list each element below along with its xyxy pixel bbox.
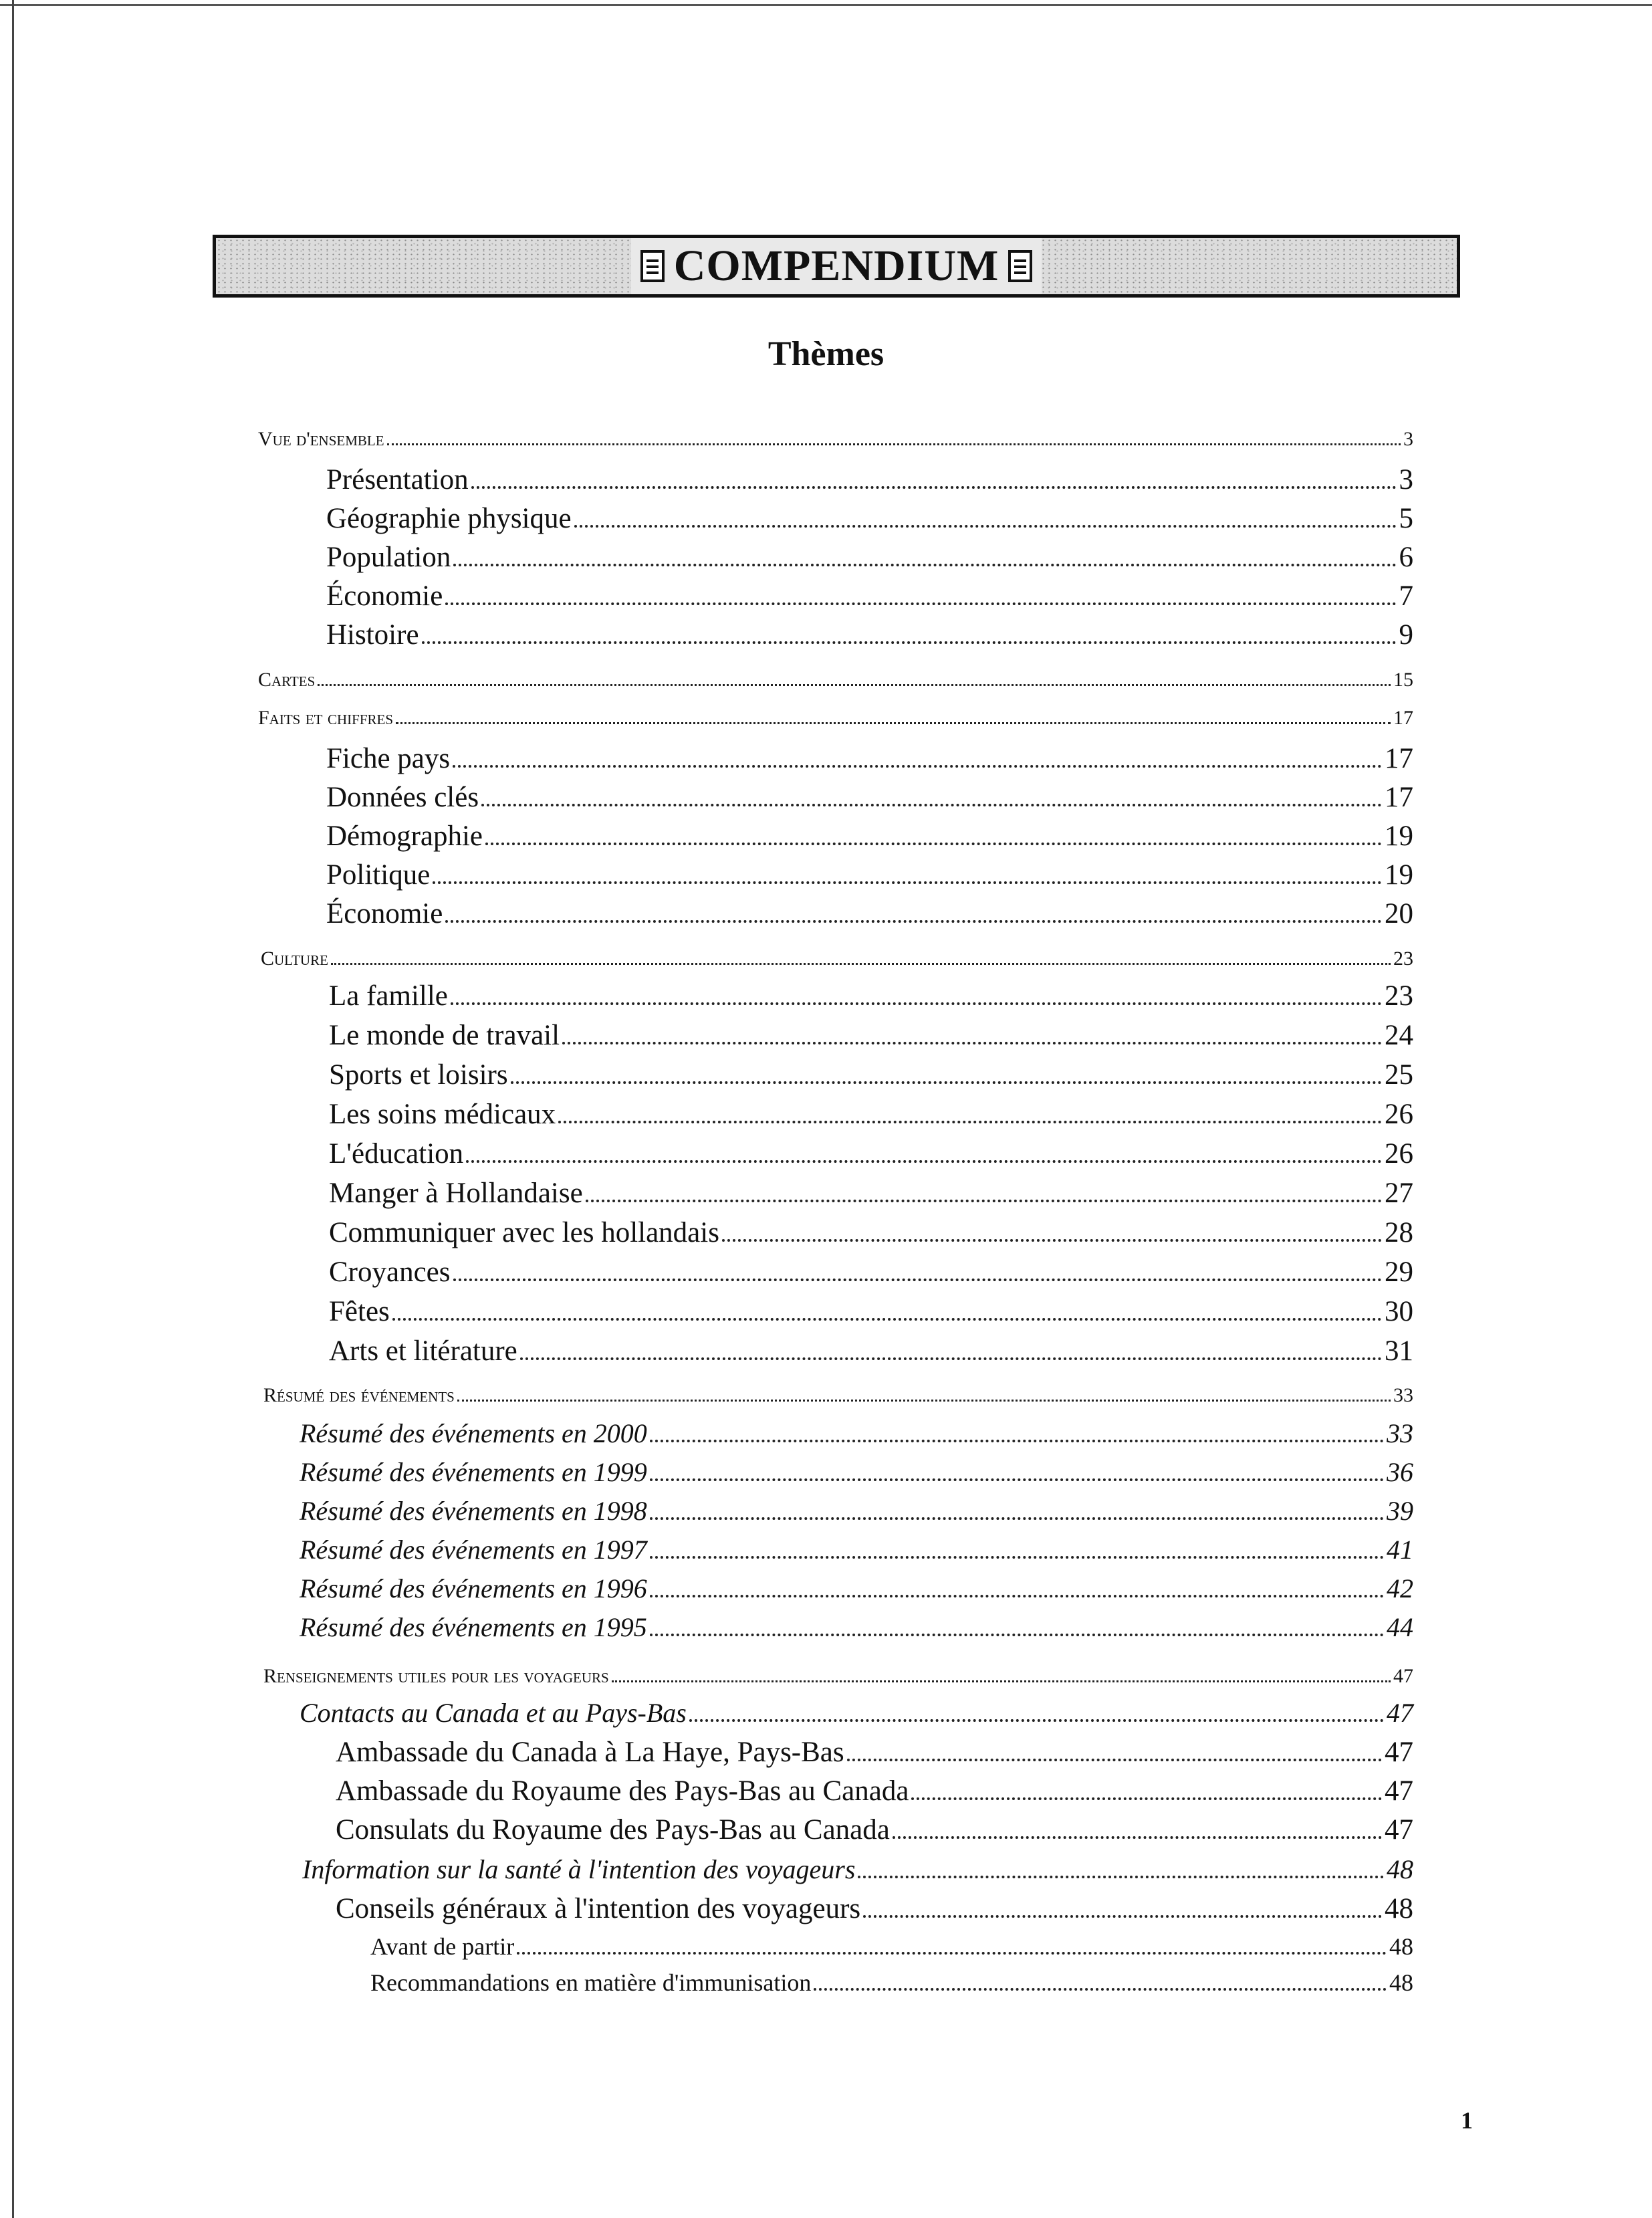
toc-label: Résumé des événements [263,1384,455,1406]
toc-entry-faits-chiffres[interactable] [258,707,1413,730]
toc-entry-famille[interactable] [329,980,1413,1012]
dot-leader [650,1440,1384,1442]
toc-page: 7 [1399,580,1413,612]
page-number: 1 [1461,2107,1473,2134]
toc-entry-cartes[interactable] [258,669,1413,691]
toc-page: 36 [1387,1457,1413,1487]
dot-leader [511,1081,1382,1084]
dot-leader [422,641,1397,644]
toc-page: 3 [1399,464,1413,495]
dot-leader [650,1556,1384,1559]
toc-page: 23 [1393,948,1413,970]
toc-label: La famille [329,980,448,1012]
toc-page: 31 [1385,1335,1413,1367]
toc-page: 9 [1399,619,1413,651]
dot-leader [485,843,1382,845]
toc-page: 23 [1385,980,1413,1012]
dot-leader [650,1517,1384,1520]
dot-leader [396,722,1391,724]
dot-leader [392,1318,1382,1321]
page-title: Thèmes [768,335,884,373]
toc-label: Ambassade du Royaume des Pays-Bas au Canada [336,1775,909,1807]
toc-page: 47 [1393,1665,1413,1687]
toc-label: Conseils généraux à l'intention des voyageurs [336,1893,861,1924]
dot-leader [471,486,1397,489]
toc-label: Information sur la santé à l'intention des voyageurs [302,1854,856,1884]
toc-page: 30 [1385,1296,1413,1327]
dot-leader [911,1797,1382,1800]
toc-label: Culture [261,948,328,970]
toc-label: Résumé des événements en 1997 [300,1535,647,1565]
toc-page: 47 [1385,1737,1413,1768]
toc-label: Résumé des événements en 1998 [300,1496,647,1526]
banner-title: COMPENDIUM [673,241,999,290]
toc-page: 3 [1403,428,1413,450]
toc-label: Données clés [326,782,479,813]
toc-label: Résumé des événements en 1995 [300,1612,647,1642]
toc-label: Contacts au Canada et au Pays-Bas [300,1698,687,1728]
toc-page: 33 [1393,1384,1413,1406]
toc-label: Économie [326,898,443,929]
toc-entry-population[interactable] [326,541,1413,574]
toc-page: 17 [1393,707,1413,729]
toc-page: 17 [1385,743,1413,774]
toc-entry-presentation[interactable] [326,463,1413,496]
toc-entry-croyances[interactable] [329,1256,1413,1289]
dot-leader [863,1915,1382,1918]
dot-leader [445,602,1396,605]
toc-page: 41 [1387,1535,1413,1565]
toc-label: Fiche pays [326,743,451,774]
toc-entry-resume-1998[interactable] [300,1495,1413,1527]
toc-label: Les soins médicaux [329,1099,556,1130]
toc-page: 26 [1385,1099,1413,1130]
toc-label: Faits et chiffres [258,707,394,729]
toc-label: Arts et litérature [329,1335,517,1367]
toc-label: Démographie [326,820,483,852]
dot-leader [481,804,1382,806]
toc-entry-soins-medicaux[interactable] [329,1098,1413,1131]
toc-entry-resume-1997[interactable] [300,1534,1413,1565]
toc-entry-consulats[interactable] [336,1813,1413,1846]
toc-page: 19 [1385,820,1413,852]
toc-entry-resume-1999[interactable] [300,1456,1413,1488]
toc-entry-culture[interactable] [261,948,1413,970]
toc-entry-conseils-generaux[interactable] [336,1892,1413,1925]
dot-leader [650,1634,1384,1636]
toc-page: 28 [1385,1217,1413,1248]
toc-entry-contacts[interactable] [300,1697,1413,1729]
toc-page: 48 [1387,1854,1413,1884]
toc-page: 47 [1387,1698,1413,1728]
dot-leader [331,963,1391,965]
toc-entry-donnees-cles[interactable] [326,781,1413,814]
dot-leader [387,443,1401,445]
toc-page: 42 [1387,1573,1413,1603]
toc-page: 39 [1387,1496,1413,1526]
toc-entry-fiche-pays[interactable] [326,742,1413,775]
toc-page: 48 [1389,1969,1413,1996]
toc-page: 17 [1385,782,1413,813]
toc-entry-resume-1996[interactable] [300,1573,1413,1604]
dot-leader [517,1952,1387,1955]
toc-entry-vue-ensemble[interactable] [258,428,1413,451]
toc-label: Population [326,542,451,573]
toc-entry-histoire[interactable] [326,619,1413,651]
toc-entry-monde-travail[interactable] [329,1019,1413,1052]
toc-page: 33 [1387,1418,1413,1448]
toc-label: Renseignements utiles pour les voyageurs [263,1665,609,1687]
dot-leader [586,1200,1382,1202]
toc-label: Résumé des événements en 2000 [300,1418,647,1448]
dot-leader [457,1400,1391,1402]
dot-leader [612,1680,1391,1682]
toc-label: Politique [326,859,431,891]
dot-leader [558,1121,1382,1123]
toc-entry-demographie[interactable] [326,820,1413,853]
dot-leader [893,1836,1382,1839]
toc-label: L'éducation [329,1138,464,1170]
dot-leader [650,1478,1384,1481]
dot-leader [650,1595,1384,1597]
toc-page: 25 [1385,1059,1413,1091]
dot-leader [453,765,1382,768]
toc-entry-recommandations[interactable] [370,1969,1413,1997]
toc-label: Avant de partir [370,1933,515,1960]
dot-leader [466,1160,1382,1163]
toc-entry-manger[interactable] [329,1177,1413,1210]
dot-leader [451,1002,1382,1005]
dot-leader [318,684,1391,686]
toc-entry-resume-1995[interactable] [300,1612,1413,1643]
toc-page: 44 [1387,1612,1413,1642]
toc-label: Ambassade du Canada à La Haye, Pays-Bas [336,1737,844,1768]
toc-label: Résumé des événements en 1999 [300,1457,647,1487]
toc-entry-fetes[interactable] [329,1295,1413,1328]
toc-entry-avant-partir[interactable] [370,1932,1413,1961]
toc-page: 19 [1385,859,1413,891]
toc-entry-politique[interactable] [326,859,1413,891]
toc-entry-communiquer[interactable] [329,1216,1413,1249]
toc-entry-economie-chiffres[interactable] [326,897,1413,930]
toc-label: Cartes [258,669,316,691]
toc-label: Sports et loisirs [329,1059,508,1091]
toc-entry-sports-loisirs[interactable] [329,1059,1413,1091]
toc-page: 24 [1385,1020,1413,1051]
toc-page: 48 [1385,1893,1413,1924]
toc-label: Vue d'ensemble [258,428,384,450]
toc-label: Résumé des événements en 1996 [300,1573,647,1603]
toc-page: 26 [1385,1138,1413,1170]
toc-label: Présentation [326,464,469,495]
dot-leader [520,1357,1382,1360]
toc-label: Communiquer avec les hollandais [329,1217,719,1248]
toc-label: Économie [326,580,443,612]
toc-label: Croyances [329,1256,451,1288]
toc-entry-arts-literature[interactable] [329,1335,1413,1367]
toc-label: Histoire [326,619,419,651]
toc-entry-education[interactable] [329,1137,1413,1170]
toc-entry-resume-2000[interactable] [300,1418,1413,1449]
toc-label: Le monde de travail [329,1020,560,1051]
toc-entry-information-sante[interactable] [302,1854,1413,1885]
dot-leader [858,1876,1384,1878]
toc-label: Manger à Hollandaise [329,1178,583,1209]
dot-leader [574,525,1397,528]
dot-leader [445,920,1382,923]
toc-label: Fêtes [329,1296,390,1327]
toc-page: 47 [1385,1775,1413,1807]
toc-page: 29 [1385,1256,1413,1288]
toc-entry-ambassade-pays-bas[interactable] [336,1775,1413,1807]
dot-leader [453,1279,1383,1281]
toc-page: 27 [1385,1178,1413,1209]
toc-page: 6 [1399,542,1413,573]
dot-leader [847,1759,1382,1761]
dot-leader [433,881,1382,884]
toc-page: 48 [1389,1933,1413,1960]
toc-page: 20 [1385,898,1413,929]
toc-page: 15 [1393,669,1413,691]
dot-leader [814,1988,1387,1991]
toc-entry-ambassade-canada[interactable] [336,1736,1413,1769]
dot-leader [689,1719,1384,1722]
dot-leader [453,564,1396,566]
toc-label: Géographie physique [326,503,572,534]
toc-page: 5 [1399,503,1413,534]
dot-leader [722,1239,1382,1242]
dot-leader [562,1042,1382,1044]
toc-entry-geographie[interactable] [326,502,1413,535]
toc-label: Recommandations en matière d'immunisation [370,1969,812,1996]
toc-page: 47 [1385,1814,1413,1846]
toc-label: Consulats du Royaume des Pays-Bas au Canada [336,1814,890,1846]
toc-entry-resume-evenements[interactable] [263,1384,1413,1407]
toc-entry-economie[interactable] [326,580,1413,613]
toc-entry-renseignements[interactable] [263,1665,1413,1688]
